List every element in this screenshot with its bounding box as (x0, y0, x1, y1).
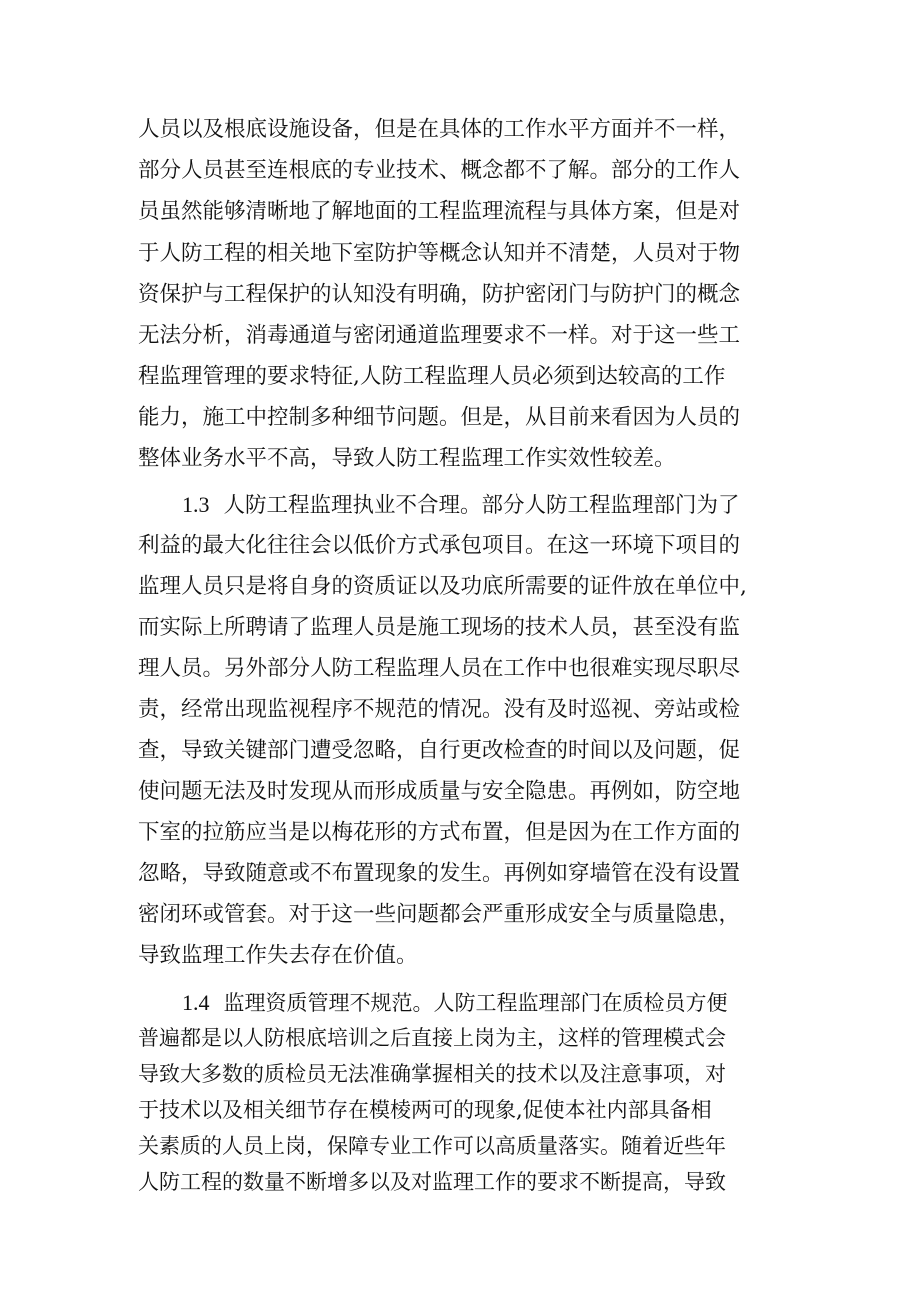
text-line: 普遍都是以人防根底培训之后直接上岗为主，这样的管理模式会 (138, 1026, 726, 1050)
text-line: 于技术以及相关细节存在模棱两可的现象,促使本社内部具备相 (138, 1098, 712, 1122)
text-line: 使问题无法及时发现从而形成质量与安全隐患。再例如，防空地 (138, 779, 741, 804)
text-line: 于人防工程的相关地下室防护等概念认知并不清楚，人员对于物 (138, 241, 741, 266)
text-line: 程监理管理的要求特征,人防工程监理人员必须到达较高的工作 (138, 364, 726, 389)
text-line: 密闭环或管套。对于这一些问题都会严重形成安全与质量隐患， (138, 902, 741, 927)
text-line: 监理人员只是将自身的资质证以及功底所需要的证件放在单位中, (138, 574, 747, 599)
text-line: 忽略，导致随意或不布置现象的发生。再例如穿墙管在没有设置 (138, 861, 741, 886)
text-line: 监理资质管理不规范。人防工程监理部门在质检员方便 (223, 991, 728, 1015)
text-line: 资保护与工程保护的认知没有明确，防护密闭门与防护门的概念 (138, 282, 741, 307)
text-line: 责，经常出现监视程序不规范的情况。没有及时巡视、旁站或检 (138, 697, 741, 722)
text-line: 下室的拉筋应当是以梅花形的方式布置，但是因为在工作方面的 (138, 820, 741, 845)
text-line: 能力，施工中控制多种细节问题。但是，从目前来看因为人员的 (138, 405, 741, 430)
text-line: 部分人员甚至连根底的专业技术、概念都不了解。部分的工作人 (138, 158, 741, 183)
text-line: 而实际上所聘请了监理人员是施工现场的技术人员，甚至没有监 (138, 615, 741, 640)
section-line (182, 494, 740, 517)
text-line: 员虽然能够清晰地了解地面的工程监理流程与具体方案，但是对 (138, 199, 741, 224)
text-line: 人防工程监理执业不合理。部分人防工程监理部门为了 (223, 493, 740, 518)
text-line: 理人员。另外部分人防工程监理人员在工作中也很难实现尽职尽 (138, 656, 741, 681)
section-number: 1.3 (182, 492, 210, 517)
text-line: 无法分析，消毒通道与密闭通道监理要求不一样。对于这一些工 (138, 323, 741, 348)
text-line: 关素质的人员上岗，保障专业工作可以高质量落实。随着近些年 (138, 1134, 726, 1158)
section-number: 1.4 (182, 990, 210, 1015)
text-line: 人防工程的数量不断增多以及对监理工作的要求不断提高，导致 (138, 1170, 726, 1194)
text-line: 查，导致关键部门遭受忽略，自行更改检查的时间以及问题，促 (138, 738, 741, 763)
text-line: 导致大多数的质检员无法准确掌握相关的技术以及注意事项，对 (138, 1062, 726, 1086)
text-line: 利益的最大化往往会以低价方式承包项目。在这一环境下项目的 (138, 533, 741, 558)
section-line (182, 992, 728, 1014)
text-line: 整体业务水平不高，导致人防工程监理工作实效性较差。 (138, 446, 676, 471)
text-line: 人员以及根底设施设备，但是在具体的工作水平方面并不一样， (138, 117, 741, 142)
text-line: 导致监理工作失去存在价值。 (138, 943, 418, 968)
